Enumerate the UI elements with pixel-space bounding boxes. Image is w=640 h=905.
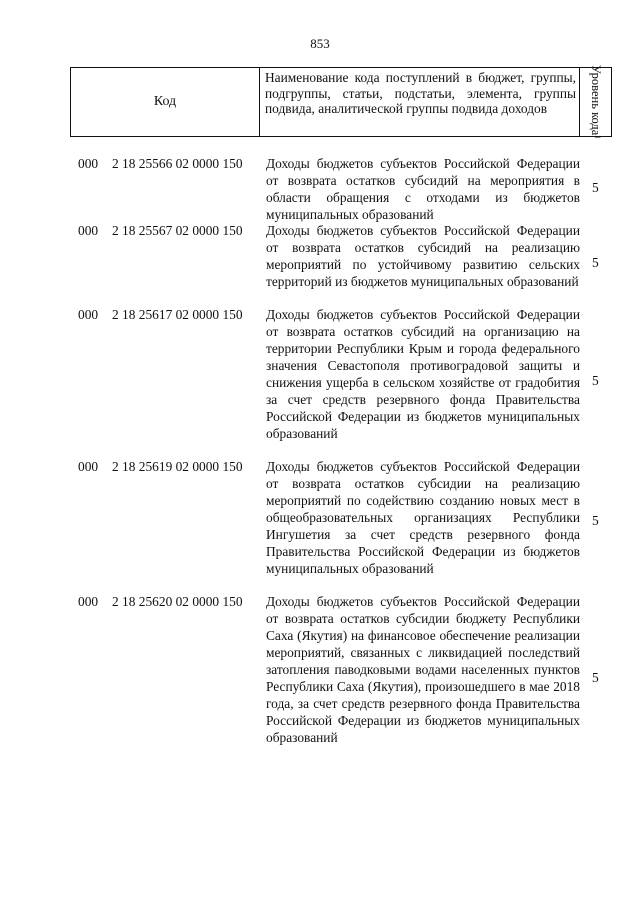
row-income-code: 2 18 25617 02 0000 150 [112, 307, 243, 322]
row-income-code: 2 18 25620 02 0000 150 [112, 594, 243, 609]
row-level: 5 [592, 180, 599, 195]
row-level: 5 [592, 513, 599, 528]
row-description: Доходы бюджетов субъектов Российской Федерации от возврата остатков субсидий на организацию на территории Республики Крым и города федерального значения Севастополя противоградовой защиты и снижения ущерба в сельском хозяйстве от градобития за счет средств резервного фонда Правительства Российской Федерации из бюджетов муниципальных образований [266, 307, 580, 441]
row-admin-code: 000 [78, 223, 99, 238]
row-admin-code: 000 [78, 307, 99, 322]
row-description: Доходы бюджетов субъектов Российской Федерации от возврата остатков субсидий на реализацию мероприятий по устойчивому развитию сельских территорий из бюджетов муниципальных образований [266, 223, 580, 289]
row-description: Доходы бюджетов субъектов Российской Федерации от возврата остатков субсидии бюджету Республики Саха (Якутия) на финансовое обеспечение реализации мероприятий, связанных с ликвидацией последствий затопления паводковыми водами населенных пунктов Республики Саха (Якутия), произошедшего в мае 2018 года, за счет средств резервного фонда Правительства Российской Федерации из бюджетов муниципальных образований [266, 594, 580, 745]
table-header [70, 64, 612, 140]
row-income-code: 2 18 25567 02 0000 150 [112, 223, 243, 238]
column-header-level [581, 64, 611, 140]
row-admin-code: 000 [78, 594, 99, 609]
row-admin-code: 000 [78, 156, 99, 171]
row-description: Доходы бюджетов субъектов Российской Федерации от возврата остатков субсидий на мероприятия в области обращения с отходами из бюджетов муниципальных образований [266, 156, 580, 222]
row-level: 5 [592, 373, 599, 388]
row-description: Доходы бюджетов субъектов Российской Федерации от возврата остатков субсидии на реализацию мероприятий по содействию созданию новых мест в общеобразовательных организациях Республики Ингушетия за счет средств резервного фонда Правительства Российской Федерации из бюджетов муниципальных образований [266, 459, 580, 576]
row-level: 5 [592, 255, 599, 270]
row-admin-code: 000 [78, 459, 99, 474]
column-header-code: Код [71, 68, 260, 136]
column-header-name: Наименование кода поступлений в бюджет, группы, подгруппы, статьи, подстатьи, элемента, группы подвида, аналитической группы подвида доходов [260, 68, 580, 136]
page-number: 853 [310, 36, 330, 51]
row-level: 5 [592, 670, 599, 685]
column-header-level-label: Уровень кода¹ [589, 64, 604, 140]
row-income-code: 2 18 25566 02 0000 150 [112, 156, 243, 171]
row-income-code: 2 18 25619 02 0000 150 [112, 459, 243, 474]
